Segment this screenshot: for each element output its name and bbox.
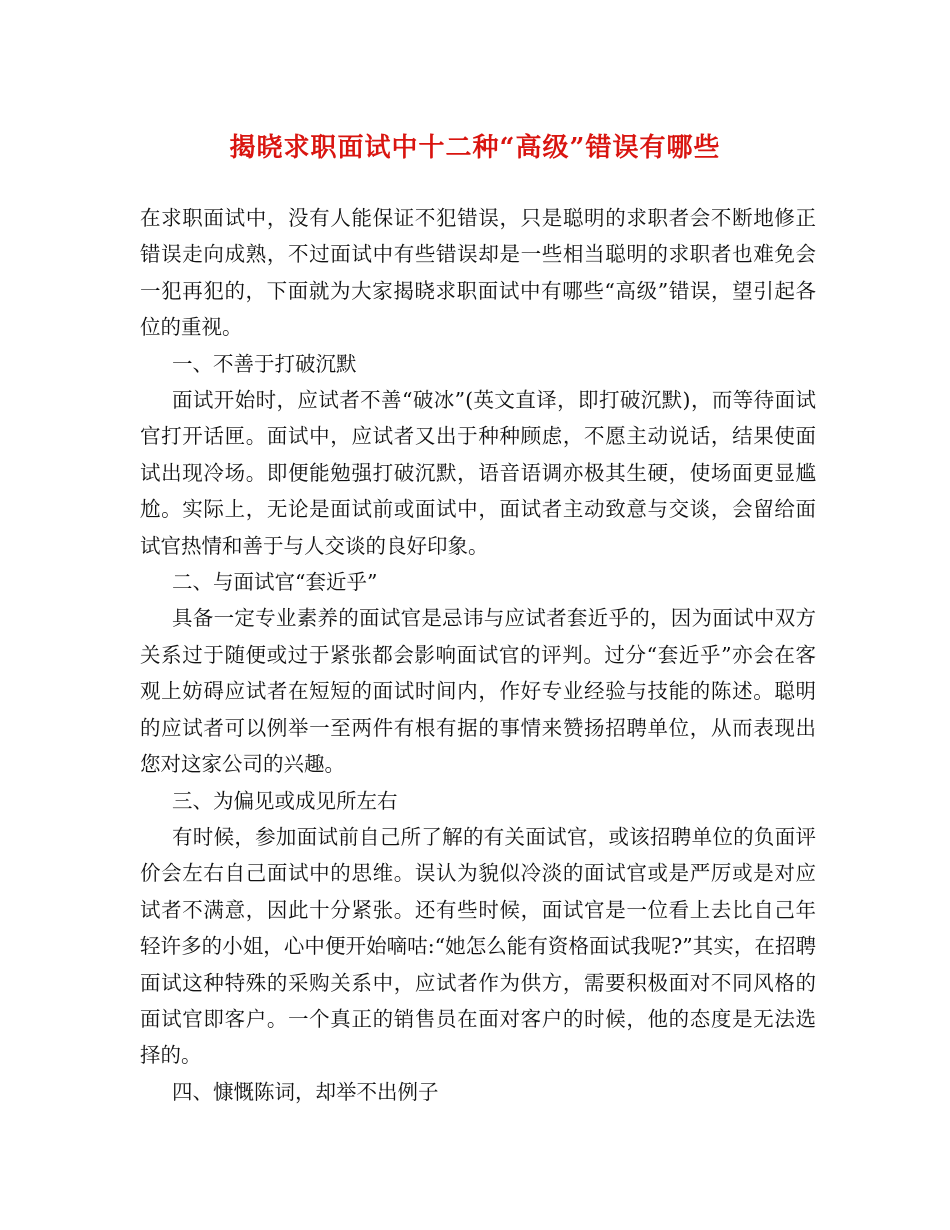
section-body-2: 具备一定专业素养的面试官是忌讳与应试者套近乎的，因为面试中双方关系过于随便或过于紧张都会影响面试官的评判。过分“套近乎”亦会在客观上妨碍应试者在短短的面试时间内，作好专业经验与技能的陈述。聪明的应试者可以例举一至两件有根有据的事情来赞扬招聘单位，从而表现出您对这家公司的兴趣。: [140, 606, 816, 777]
section-body-3: 有时候，参加面试前自己所了解的有关面试官，或该招聘单位的负面评价会左右自己面试中的思维。误认为貌似冷淡的面试官或是严厉或是对应试者不满意，因此十分紧张。还有些时候，面试官是一位看上去比自己年轻许多的小姐，心中便开始嘀咕:“她怎么能有资格面试我呢?”其实，在招聘面试这种特殊的采购关系中，应试者作为供方，需要积极面对不同风格的面试官即客户。一个真正的销售员在面对客户的时候，他的态度是无法选择的。: [140, 824, 816, 1068]
section-heading-3: 三、为偏见或成见所左右: [172, 788, 398, 813]
document-body: [140, 200, 816, 1110]
section-heading-2: 二、与面试官“套近乎”: [172, 570, 378, 595]
intro-paragraph: 在求职面试中，没有人能保证不犯错误，只是聪明的求职者会不断地修正错误走向成熟，不过面试中有些错误却是一些相当聪明的求职者也难免会一犯再犯的，下面就为大家揭晓求职面试中有哪些“高级”错误，望引起各位的重视。: [140, 206, 816, 340]
document-title: 揭晓求职面试中十二种“高级”错误有哪些: [229, 133, 721, 163]
section-body-1: 面试开始时，应试者不善“破冰”(英文直译，即打破沉默)，而等待面试官打开话匣。面试中，应试者又出于种种顾虑，不愿主动说话，结果使面试出现冷场。即便能勉强打破沉默，语音语调亦极其生硬，使场面更显尴尬。实际上，无论是面试前或面试中，面试者主动致意与交谈，会留给面试官热情和善于与人交谈的良好印象。: [140, 388, 816, 558]
section-heading-1: 一、不善于打破沉默: [172, 351, 357, 376]
section-heading-4: 四、慷慨陈词，却举不出例子: [172, 1079, 439, 1104]
